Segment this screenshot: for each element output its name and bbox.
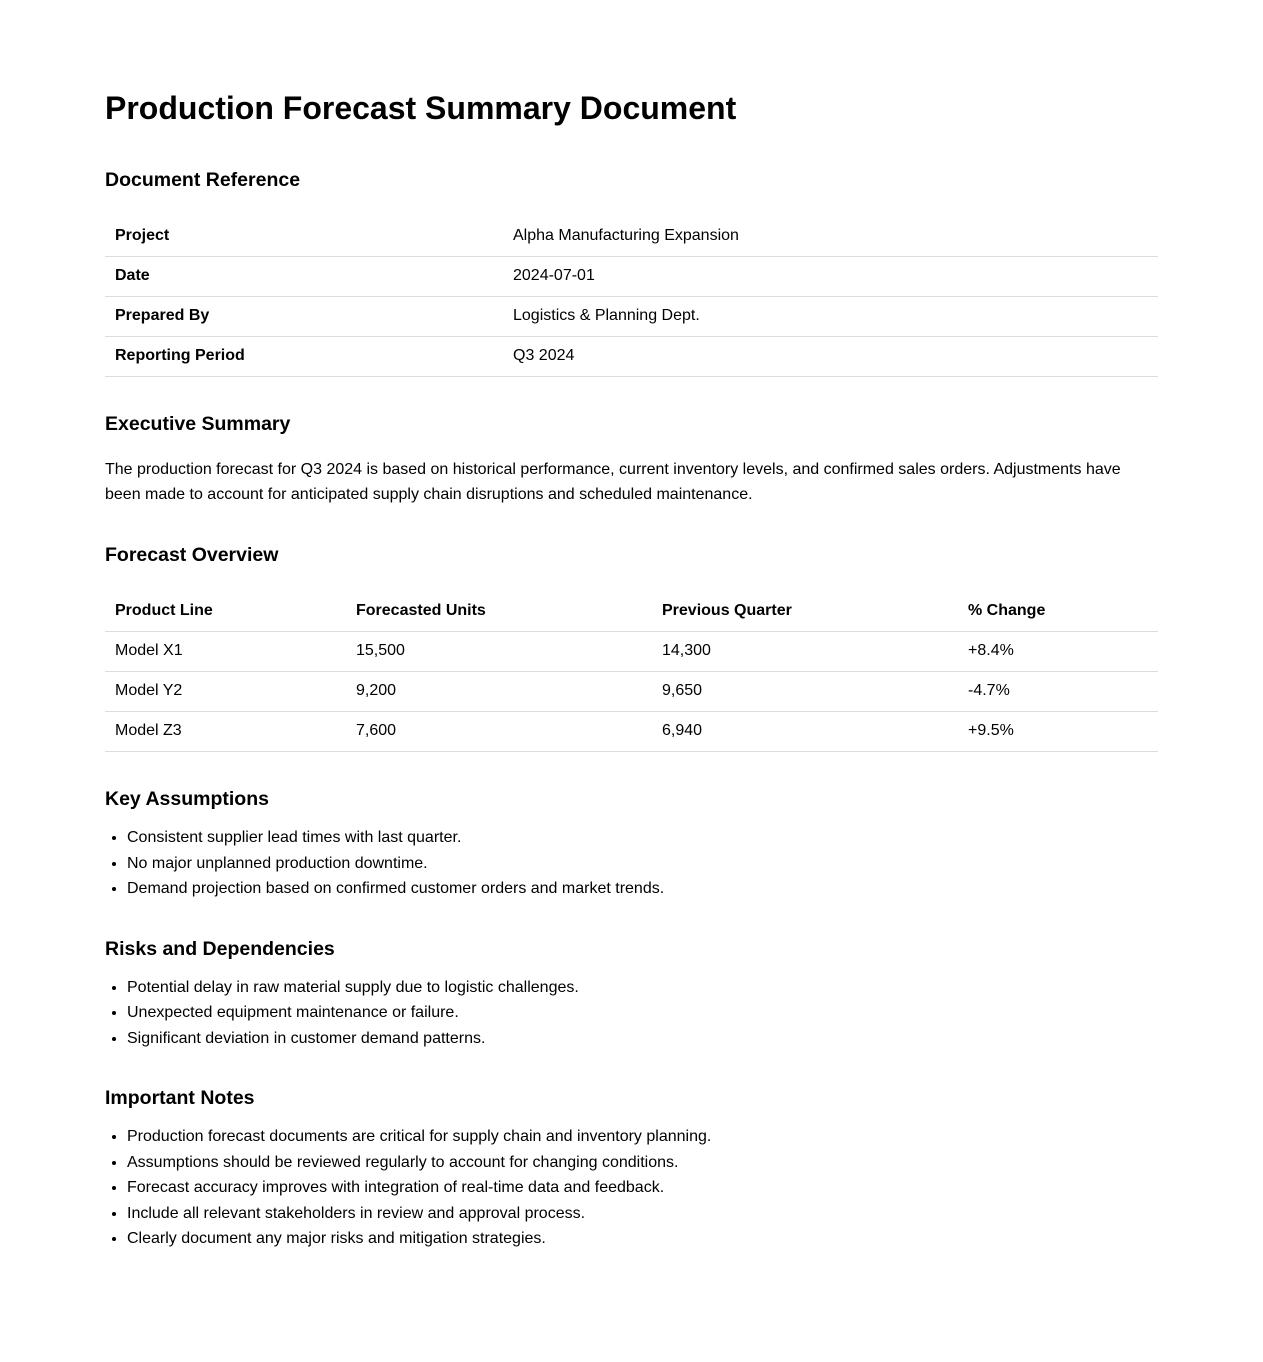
table-row [105,672,1158,712]
key-assumptions-list [105,825,1158,902]
table-row [105,632,1158,672]
section-heading-forecast-overview: Forecast Overview [105,544,279,566]
column-header: Previous Quarter [652,592,958,632]
section-heading-risks-and-dependencies: Risks and Dependencies [105,937,335,960]
forecast-overview-table [105,592,1158,752]
reference-value: 2024-07-01 [503,257,1158,297]
previous-quarter-cell: 6,940 [652,712,958,752]
section-heading-executive-summary: Executive Summary [105,413,291,435]
forecasted-units-cell: 15,500 [346,632,652,672]
forecasted-units-cell: 7,600 [346,712,652,752]
reference-value: Logistics & Planning Dept. [503,297,1158,337]
forecasted-units-cell: 9,200 [346,672,652,712]
section-heading-document-reference: Document Reference [105,169,301,191]
percent-change-cell: +8.4% [958,632,1158,672]
list-item: • Potential delay in raw material supply due to logistic challenges. [127,975,1158,1001]
list-item: • Production forecast documents are critical for supply chain and inventory planning. [127,1124,1158,1150]
section-heading-key-assumptions: Key Assumptions [105,788,269,810]
list-item: • Clearly document any major risks and mitigation strategies. [127,1226,1158,1252]
list-item: • No major unplanned production downtime. [127,851,1158,877]
list-item: • Demand projection based on confirmed customer orders and market trends. [127,876,1158,902]
percent-change-cell: -4.7% [958,672,1158,712]
column-header: Product Line [105,592,346,632]
table-row [105,712,1158,752]
percent-change-cell: +9.5% [958,712,1158,752]
list-item: • Assumptions should be reviewed regularly to account for changing conditions. [127,1150,1158,1176]
table-header-row [105,592,1158,632]
previous-quarter-cell: 9,650 [652,672,958,712]
table-row [105,217,1158,257]
list-item: • Unexpected equipment maintenance or failure. [127,1000,1158,1026]
product-line-cell: Model Y2 [105,672,346,712]
product-line-cell: Model X1 [105,632,346,672]
section-heading-important-notes: Important Notes [105,1087,255,1109]
previous-quarter-cell: 14,300 [652,632,958,672]
risks-list [105,975,1158,1052]
list-item: • Significant deviation in customer demand patterns. [127,1026,1158,1052]
list-item: • Consistent supplier lead times with last quarter. [127,825,1158,851]
reference-key: Date [105,257,503,297]
list-item: • Forecast accuracy improves with integration of real-time data and feedback. [127,1175,1158,1201]
important-notes-list [105,1124,1158,1252]
column-header: Forecasted Units [346,592,652,632]
column-header: % Change [958,592,1158,632]
table-row [105,297,1158,337]
list-item: • Include all relevant stakeholders in review and approval process. [127,1201,1158,1227]
table-row [105,337,1158,377]
product-line-cell: Model Z3 [105,712,346,752]
reference-value: Q3 2024 [503,337,1158,377]
reference-key: Prepared By [105,297,503,337]
document-reference-table [105,217,1158,377]
table-row [105,257,1158,297]
executive-summary-text: The production forecast for Q3 2024 is based on historical performance, current inventory levels, and confirmed sales orders. Adjustments have been made to account for anticipated supply chain disruptions and scheduled maintenance. [105,461,1121,503]
page-title: Production Forecast Summary Document [105,90,737,126]
reference-key: Project [105,217,503,257]
reference-key: Reporting Period [105,337,503,377]
reference-value: Alpha Manufacturing Expansion [503,217,1158,257]
